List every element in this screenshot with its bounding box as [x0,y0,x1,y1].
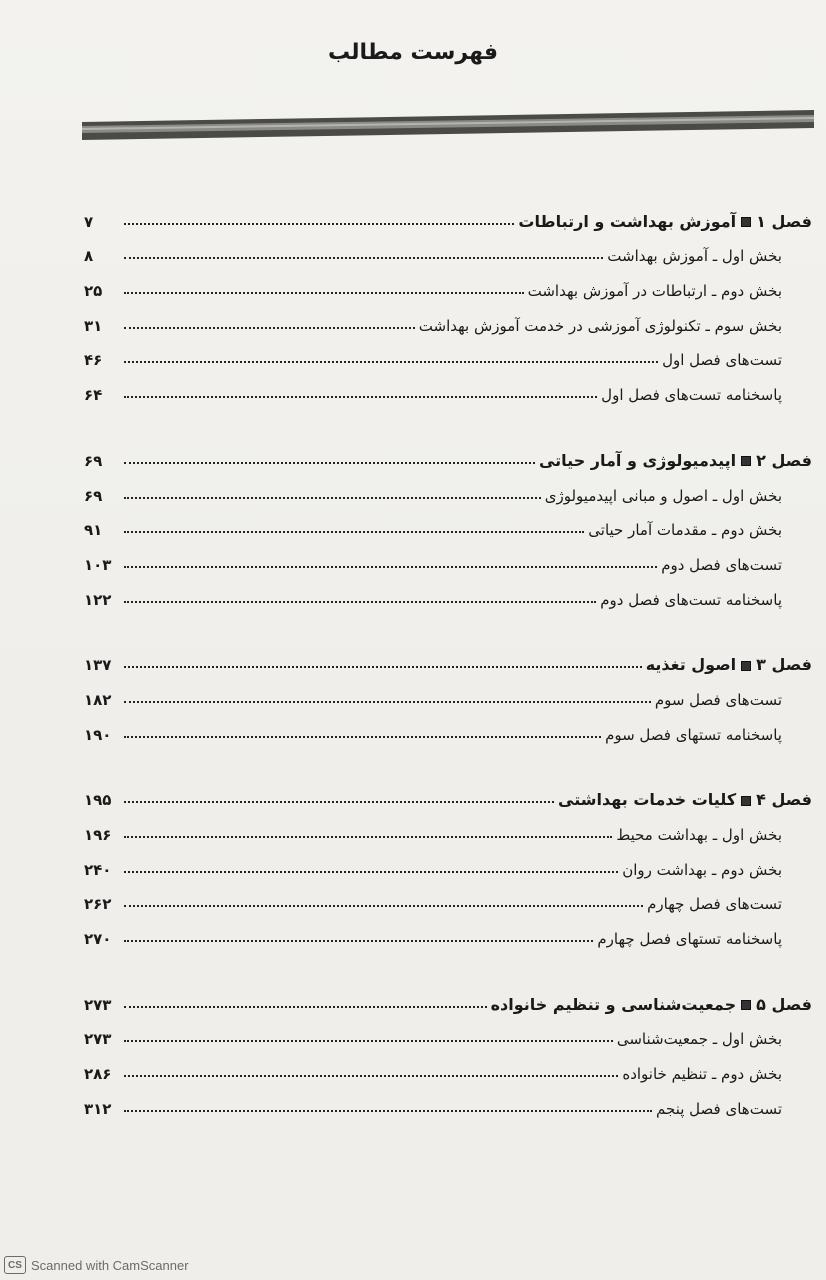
entry-label: بخش اول ـ بهداشت محیط [616,826,782,844]
chapter-4 [84,775,812,948]
scanner-watermark [4,1256,189,1274]
dot-leader [124,1040,613,1042]
toc-entry [84,300,812,335]
square-bullet-icon [741,661,751,671]
entry-label: بخش دوم ـ تنظیم خانواده [622,1065,782,1084]
header-rule [82,110,814,140]
dot-leader [124,1075,618,1077]
dot-leader [124,701,651,703]
square-bullet-icon [741,1000,751,1010]
toc-entry [84,335,812,370]
dot-leader [124,292,524,294]
dot-leader [124,462,535,464]
chapter-number: فصل ۱ [756,211,812,231]
dot-leader [124,1006,487,1008]
square-bullet-icon [741,217,751,227]
entry-label: پاسخنامه تستهای فصل چهارم [597,930,782,949]
dot-leader [124,531,584,533]
toc-entry [84,231,812,266]
dot-leader [124,223,514,225]
dot-leader [124,1110,652,1112]
chapter-heading-label [537,451,812,470]
toc-entry [84,369,812,404]
page-number: ۶۴ [84,386,103,405]
chapter-heading-label [556,790,812,809]
chapter-number: فصل ۲ [756,450,812,470]
chapter-heading [84,979,812,1014]
dot-leader [124,327,415,329]
toc-entry [84,1083,812,1118]
entry-label: بخش دوم ـ ارتباطات در آموزش بهداشت [527,282,782,301]
dot-leader [124,940,593,942]
toc-entry [84,574,812,609]
toc-entry [84,539,812,574]
chapter-1 [84,196,812,404]
toc-entry [84,470,812,505]
toc-entry [84,674,812,709]
chapter-3 [84,640,812,744]
entry-label: بخش سوم ـ تکنولوژی آموزشی در خدمت آموزش بهداشت [418,316,782,335]
page-number: ۳۱ [84,316,103,335]
page-number: ۱۹۵ [84,791,112,810]
dot-leader [124,666,642,668]
entry-label: پاسخنامه تست‌های فصل دوم [600,590,782,609]
chapter-title: اپیدمیولوژی و آمار حیاتی [538,450,737,470]
chapter-title: کلیات خدمات بهداشتی [558,790,737,810]
page-number: ۶۹ [84,451,103,470]
toc-entry [84,809,812,844]
toc-entry [84,709,812,744]
chapter-number: فصل ۴ [756,790,812,810]
dot-leader [124,601,596,603]
page-number: ۲۷۰ [84,930,112,949]
entry-label: بخش دوم ـ مقدمات آمار حیاتی [588,521,782,540]
toc-entry [84,879,812,914]
page-number: ۲۶۲ [84,895,112,914]
page-number: ۴۶ [84,351,103,370]
chapter-heading [84,435,812,470]
page-number: ۷ [84,212,94,231]
chapter-title: جمعیت‌شناسی و تنظیم خانواده [490,994,737,1014]
toc-entry [84,913,812,948]
watermark-text: Scanned with CamScanner [31,1257,189,1273]
page-number: ۲۷۳ [84,1030,112,1049]
page-number: ۲۵ [84,282,103,301]
toc-entry [84,844,812,879]
page-number: ۱۹۰ [84,725,112,744]
chapter-number: فصل ۳ [756,655,812,675]
chapter-heading [84,775,812,810]
entry-label: تست‌های فصل اول [662,351,782,370]
page-number: ۲۸۶ [84,1065,112,1084]
page-number: ۲۷۳ [84,995,112,1014]
chapter-2 [84,435,812,608]
toc-entry [84,265,812,300]
chapter-heading-label [489,995,812,1014]
entry-label: تست‌های فصل چهارم [647,895,782,914]
chapter-5 [84,979,812,1118]
page-number: ۱۹۶ [84,826,112,844]
entry-label: بخش دوم ـ بهداشت روان [622,860,782,879]
camscanner-logo-icon: CS [4,1256,26,1274]
page-number: ۶۹ [84,486,103,505]
chapter-number: فصل ۵ [756,994,812,1014]
entry-label: تست‌های فصل دوم [661,555,782,574]
page-number: ۲۴۰ [84,860,112,879]
dot-leader [124,801,554,803]
dot-leader [124,566,657,568]
entry-label: پاسخنامه تستهای فصل سوم [605,725,782,744]
page-number: ۱۳۷ [84,656,112,675]
entry-label: تست‌های فصل سوم [654,690,782,709]
entry-label: تست‌های فصل پنجم [656,1099,782,1118]
dot-leader [124,736,601,738]
dot-leader [124,836,612,838]
toc-entry [84,505,812,540]
table-of-contents [84,196,812,1149]
entry-label: پاسخنامه تست‌های فصل اول [601,386,782,405]
entry-label: بخش اول ـ آموزش بهداشت [607,247,782,266]
dot-leader [124,257,603,259]
toc-entry [84,1014,812,1049]
square-bullet-icon [741,456,751,466]
entry-label: بخش اول ـ اصول و مبانی اپیدمیولوژی [544,486,782,505]
page-number: ۸ [84,247,94,266]
chapter-heading-label [516,212,812,231]
dot-leader [124,497,541,499]
page-title: فهرست مطالب [327,40,499,65]
chapter-title: اصول تغذیه [645,655,737,675]
dot-leader [124,905,643,907]
chapter-heading [84,640,812,675]
square-bullet-icon [741,796,751,806]
entry-label: بخش اول ـ جمعیت‌شناسی [616,1030,782,1049]
dot-leader [124,361,658,363]
page-number: ۱۸۲ [84,690,112,709]
chapter-title: آموزش بهداشت و ارتباطات [518,211,737,231]
page-number: ۱۰۳ [84,555,112,574]
page-number: ۳۱۲ [84,1099,112,1118]
chapter-heading [84,196,812,231]
chapter-heading-label [644,655,812,674]
toc-entry [84,1048,812,1083]
dot-leader [124,871,618,873]
dot-leader [124,396,597,398]
page-number: ۹۱ [84,521,103,540]
page-number: ۱۲۲ [84,590,112,609]
